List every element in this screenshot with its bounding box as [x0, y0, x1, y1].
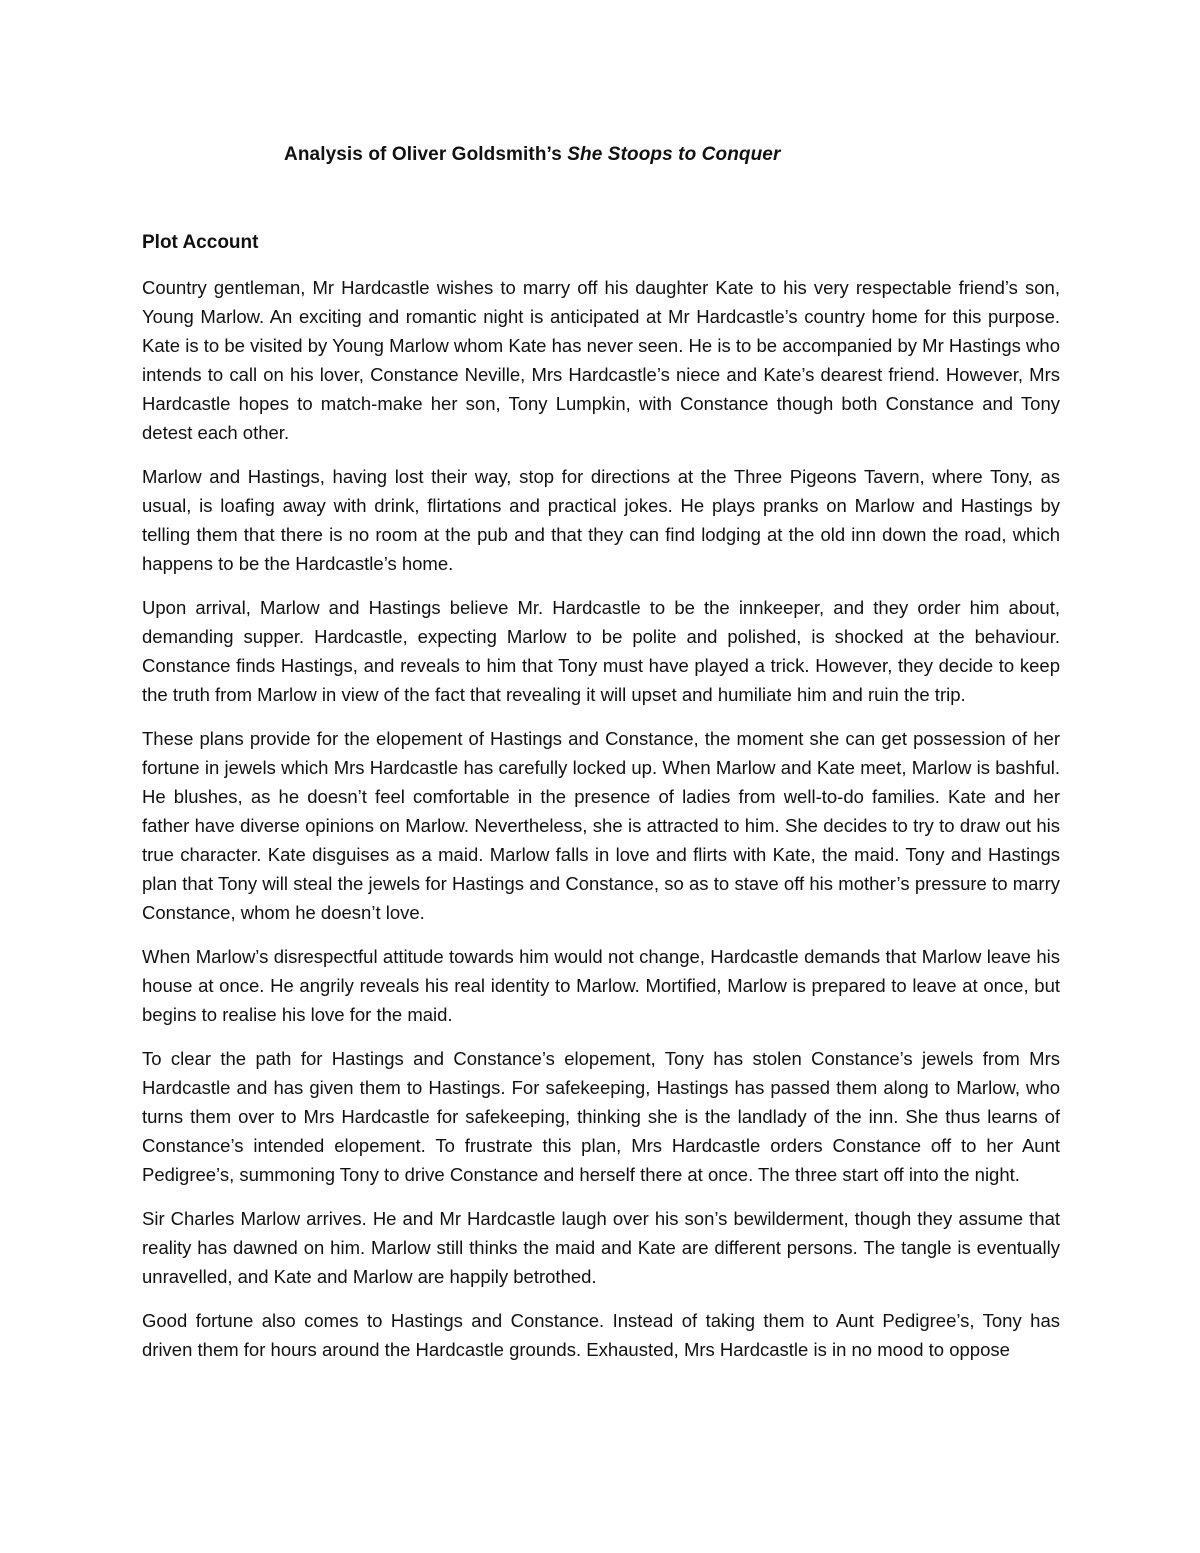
paragraph: Country gentleman, Mr Hardcastle wishes to marry off his daughter Kate to his very respectable friend’s son, Young Marlow. An exciting and romantic night is anticipated at Mr Hardcastle’s country home for this purpose. Kate is to be visited by Young Marlow whom Kate has never seen. He is to be accompanied by Mr Hastings who intends to call on his lover, Constance Neville, Mrs Hardcastle’s niece and Kate’s dearest friend. However, Mrs Hardcastle hopes to match-make her son, Tony Lumpkin, with Constance though both Constance and Tony detest each other. — [142, 277, 1060, 443]
paragraph: Marlow and Hastings, having lost their way, stop for directions at the Three Pigeons Tavern, where Tony, as usual, is loafing away with drink, flirtations and practical jokes. He plays pranks on Marlow and Hastings by telling them that there is no room at the pub and that they can find lodging at the old inn down the road, which happens to be the Hardcastle’s home. — [142, 466, 1060, 574]
paragraph: Sir Charles Marlow arrives. He and Mr Hardcastle laugh over his son’s bewilderment, though they assume that reality has dawned on him. Marlow still thinks the maid and Kate are different persons. The tangle is eventually unravelled, and Kate and Marlow are happily betrothed. — [142, 1208, 1060, 1287]
document-title — [284, 144, 780, 166]
document-title-prefix: Analysis of Oliver Goldsmith’s — [284, 144, 562, 165]
paragraph: Good fortune also comes to Hastings and Constance. Instead of taking them to Aunt Pedigree’s, Tony has driven them for hours around the Hardcastle grounds. Exhausted, Mrs Hardcastle is in no mood to oppose — [142, 1310, 1060, 1360]
document-body — [142, 273, 1060, 1364]
document-title-work: She Stoops to Conquer — [567, 144, 781, 165]
paragraph: These plans provide for the elopement of Hastings and Constance, the moment she can get possession of her fortune in jewels which Mrs Hardcastle has carefully locked up. When Marlow and Kate meet, Marlow is bashful. He blushes, as he doesn’t feel comfortable in the presence of ladies from well-to-do families. Kate and her father have diverse opinions on Marlow. Nevertheless, she is attracted to him. She decides to try to draw out his true character. Kate disguises as a maid. Marlow falls in love and flirts with Kate, the maid. Tony and Hastings plan that Tony will steal the jewels for Hastings and Constance, so as to stave off his mother’s pressure to marry Constance, whom he doesn’t love. — [142, 728, 1060, 923]
paragraph: To clear the path for Hastings and Constance’s elopement, Tony has stolen Constance’s jewels from Mrs Hardcastle and has given them to Hastings. For safekeeping, Hastings has passed them along to Marlow, who turns them over to Mrs Hardcastle for safekeeping, thinking she is the landlady of the inn. She thus learns of Constance’s intended elopement. To frustrate this plan, Mrs Hardcastle orders Constance off to her Aunt Pedigree’s, summoning Tony to drive Constance and herself there at once. The three start off into the night. — [142, 1048, 1060, 1185]
paragraph: Upon arrival, Marlow and Hastings believe Mr. Hardcastle to be the innkeeper, and they order him about, demanding supper. Hardcastle, expecting Marlow to be polite and polished, is shocked at the behaviour. Constance finds Hastings, and reveals to him that Tony must have played a trick. However, they decide to keep the truth from Marlow in view of the fact that revealing it will upset and humiliate him and ruin the trip. — [142, 597, 1060, 705]
section-heading: Plot Account — [142, 232, 259, 253]
paragraph: When Marlow’s disrespectful attitude towards him would not change, Hardcastle demands that Marlow leave his house at once. He angrily reveals his real identity to Marlow. Mortified, Marlow is prepared to leave at once, but begins to realise his love for the maid. — [142, 946, 1060, 1025]
